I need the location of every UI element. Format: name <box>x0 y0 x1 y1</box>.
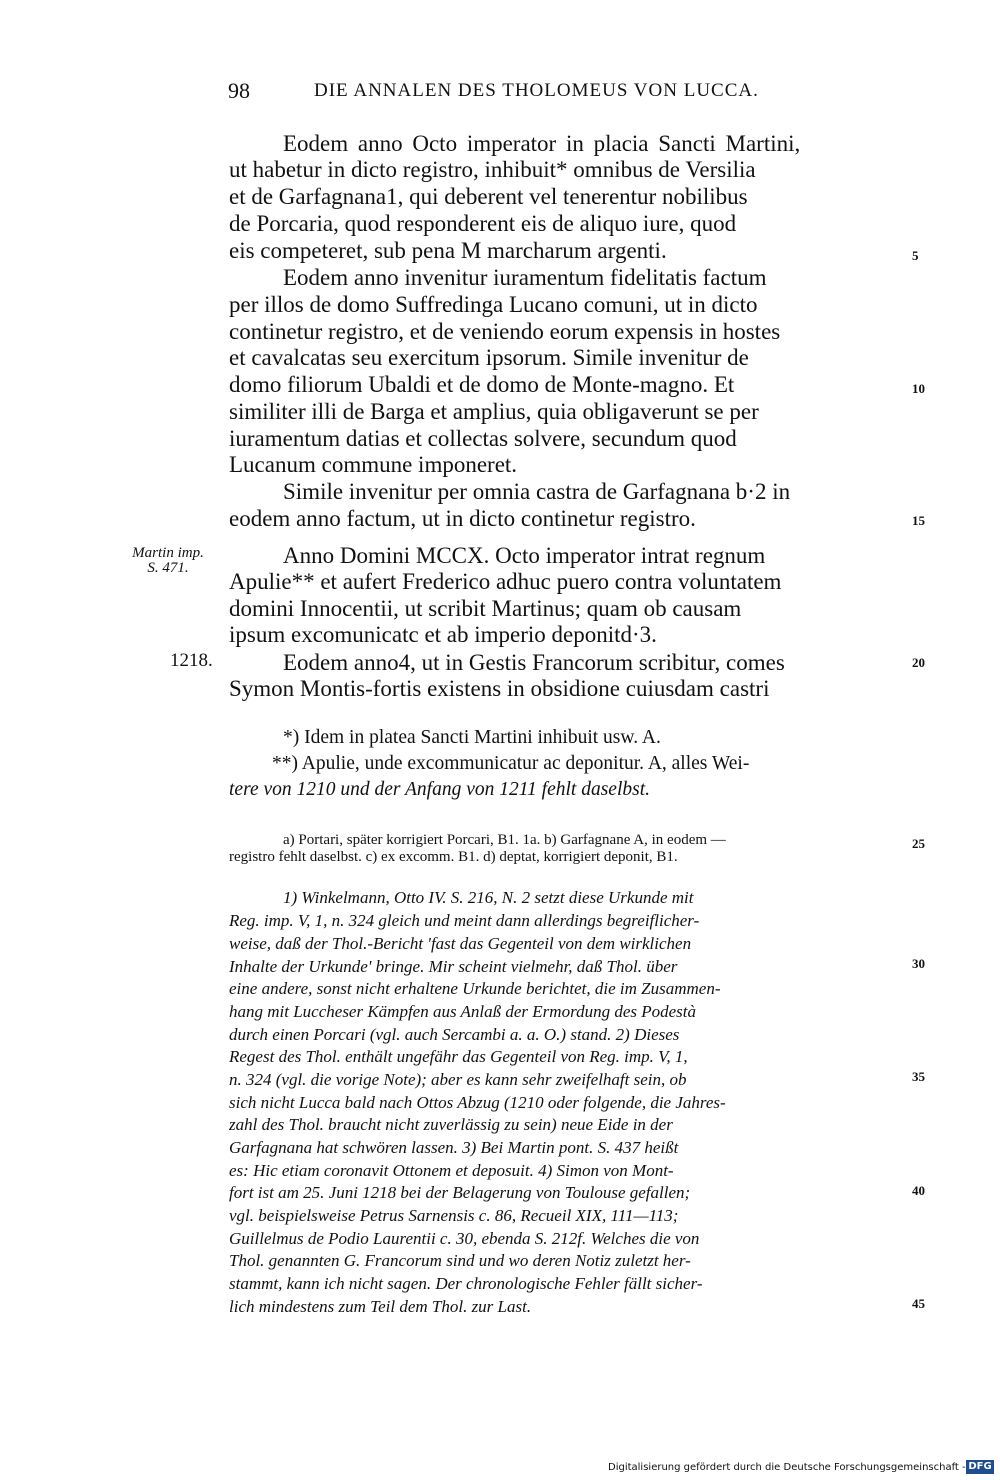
note-line: Reg. imp. V, 1, n. 324 gleich und meint dann allerdings begreiflicher- <box>229 911 700 930</box>
note-line: eine andere, sonst nicht erhaltene Urkunde berichtet, die im Zusammen- <box>229 979 721 998</box>
note-line: sich nicht Lucca bald nach Ottos Abzug (1210 oder folgende, die Jahres- <box>229 1093 726 1112</box>
body-line: per illos de domo Suffredinga Lucano comuni, ut in dicto <box>229 292 758 317</box>
digitization-footer <box>608 1456 1000 1480</box>
line-number: 10 <box>912 381 925 396</box>
running-title: DIE ANNALEN DES THOLOMEUS VON LUCCA. <box>314 80 759 101</box>
apparatus-line: registro fehlt daselbst. c) ex excomm. B1. d) deptat, korrigiert deponit, B1. <box>229 849 678 865</box>
line-number: 5 <box>912 248 919 263</box>
page-header <box>228 78 928 108</box>
note-line: lich mindestens zum Teil dem Thol. zur Last. <box>229 1297 532 1316</box>
margin-note-line: S. 471. <box>147 560 189 576</box>
note-line: Inhalte der Urkunde' bringe. Mir scheint vielmehr, daß Thol. über <box>229 957 678 976</box>
body-line: Eodem anno Octo imperator in placia Sancti Martini, <box>283 131 801 156</box>
note-line: Thol. genannten G. Francorum sind und wo deren Notiz zuletzt her- <box>229 1251 691 1270</box>
line-number: 30 <box>912 956 925 971</box>
body-line: iuramentum datias et collectas solvere, secundum quod <box>229 426 737 451</box>
note-line: Guillelmus de Podio Laurentii c. 30, ebenda S. 212f. Welches die von <box>229 1229 700 1248</box>
body-line: Symon Montis-fortis existens in obsidione cuiusdam castri <box>229 676 770 701</box>
note-line: stammt, kann ich nicht sagen. Der chronologische Fehler fällt sicher- <box>229 1274 703 1293</box>
note-line: vgl. beispielsweise Petrus Sarnensis c. 86, Recueil XIX, 111—113; <box>229 1206 679 1225</box>
body-line: eodem anno factum, ut in dicto continetur registro. <box>229 506 696 531</box>
body-line: similiter illi de Barga et amplius, quia obligaverunt se per <box>229 399 759 424</box>
body-line: ut habetur in dicto registro, inhibuit* omnibus de Versilia <box>229 157 756 182</box>
note-line: n. 324 (vgl. die vorige Note); aber es kann sehr zweifelhaft sein, ob <box>229 1070 687 1089</box>
line-number: 25 <box>912 836 925 851</box>
note-line: weise, daß der Thol.-Bericht 'fast das Gegenteil von dem wirklichen <box>229 934 692 953</box>
note-line: Garfagnana hat schwören lassen. 3) Bei Martin pont. S. 437 heißt <box>229 1138 679 1157</box>
body-line: eis competeret, sub pena M marcharum argenti. <box>229 238 667 263</box>
body-line: et cavalcatas seu exercitum ipsorum. Simile invenitur de <box>229 345 749 370</box>
asterisk-note-line: tere von 1210 und der Anfang von 1211 fehlt daselbst. <box>229 779 651 800</box>
body-line: Eodem anno invenitur iuramentum fidelitatis factum <box>283 265 767 290</box>
body-line: Apulie** et aufert Frederico adhuc puero contra voluntatem <box>229 569 782 594</box>
body-line: continetur registro, et de veniendo eorum expensis in hostes <box>229 319 781 344</box>
margin-year: 1218. <box>170 650 213 671</box>
body-line: ipsum excomunicatc et ab imperio deponitd·3. <box>229 622 657 647</box>
page-number: 98 <box>228 78 250 103</box>
body-line: et de Garfagnana1, qui deberent vel tenerentur nobilibus <box>229 184 748 209</box>
line-number: 45 <box>912 1296 925 1311</box>
note-line: hang mit Luccheser Kämpfen aus Anlaß der Ermordung des Podestà <box>229 1002 696 1021</box>
body-line: Anno Domini MCCX. Octo imperator intrat regnum <box>283 543 766 568</box>
body-line: de Porcaria, quod responderent eis de aliquo iure, quod <box>229 211 737 236</box>
margin-note-line: Martin imp. <box>132 545 204 561</box>
note-line: Regest des Thol. enthält ungefähr das Gegenteil von Reg. imp. V, 1, <box>229 1047 688 1066</box>
body-line: domo filiorum Ubaldi et de domo de Monte-magno. Et <box>229 372 735 397</box>
line-number: 35 <box>912 1069 925 1084</box>
dfg-logo: DFG <box>966 1460 994 1474</box>
footer-text: Digitalisierung gefördert durch die Deutsche Forschungsgemeinschaft - <box>608 1462 966 1473</box>
margin-source-note <box>118 546 218 576</box>
asterisk-note-line: **) Apulie, unde excommunicatur ac deponitur. A, alles Wei- <box>272 753 750 774</box>
line-number: 15 <box>912 513 925 528</box>
body-line: Eodem anno4, ut in Gestis Francorum scribitur, comes <box>283 650 785 675</box>
line-number: 20 <box>912 655 925 670</box>
note-line: 1) Winkelmann, Otto IV. S. 216, N. 2 setzt diese Urkunde mit <box>283 888 694 907</box>
body-line: Lucanum commune imponeret. <box>229 452 518 477</box>
asterisk-note-line: *) Idem in platea Sancti Martini inhibuit usw. A. <box>283 727 661 748</box>
apparatus-line: a) Portari, später korrigiert Porcari, B1. 1a. b) Garfagnane A, in eodem — <box>283 832 726 848</box>
body-line: domini Innocentii, ut scribit Martinus; quam ob causam <box>229 596 742 621</box>
note-line: zahl des Thol. braucht nicht zuverlässig zu sein) neue Eide in der <box>229 1115 673 1134</box>
note-line: es: Hic etiam coronavit Ottonem et deposuit. 4) Simon von Mont- <box>229 1161 674 1180</box>
note-line: fort ist am 25. Juni 1218 bei der Belagerung von Toulouse gefallen; <box>229 1183 691 1202</box>
line-number: 40 <box>912 1183 925 1198</box>
note-line: durch einen Porcari (vgl. auch Sercambi a. a. O.) stand. 2) Dieses <box>229 1025 680 1044</box>
body-line: Simile invenitur per omnia castra de Garfagnana b·2 in <box>283 479 791 504</box>
